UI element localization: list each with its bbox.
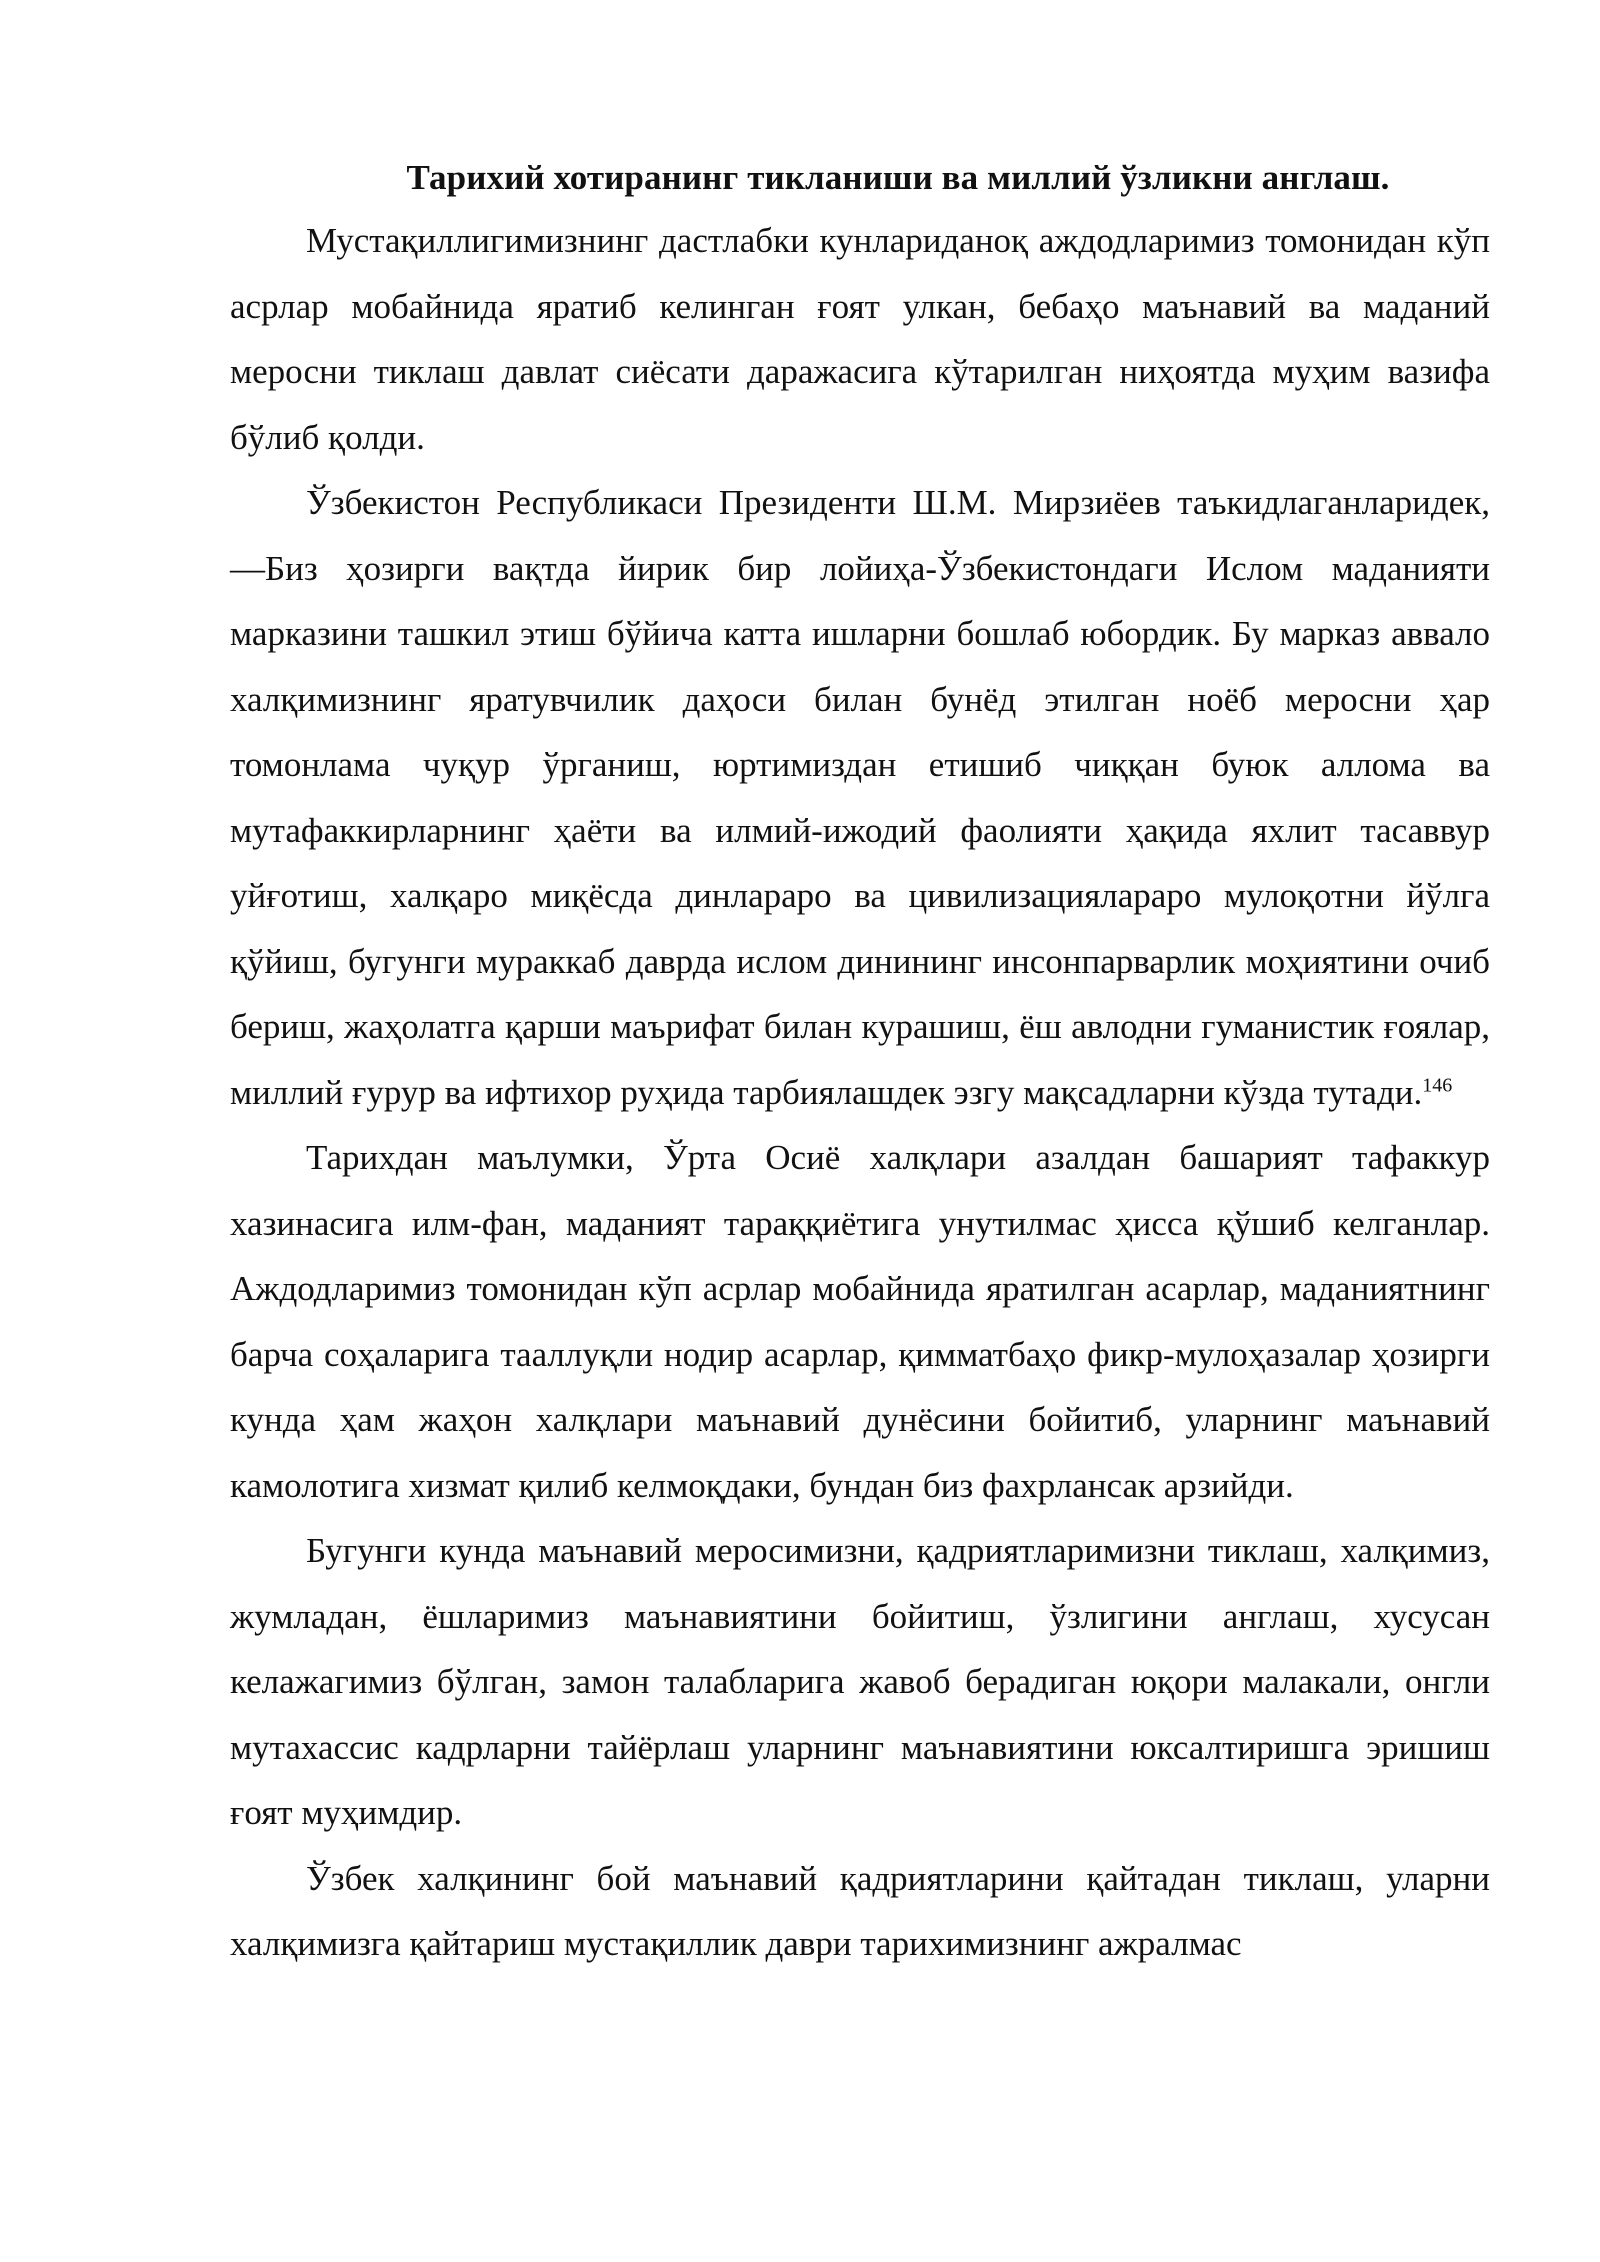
paragraph-text: Бугунги кунда маънавий меросимизни, қадриятларимизни тиклаш, халқимиз, жумладан, ёшларимиз маънавиятини бойитиш, ўзлигини англаш, хусусан келажагимиз бўлган, замон талабларига жавоб берадиган юқори малакали, онгли мутахассис кадрларни тайёрлаш уларнинг маънавиятини юксалтиришга эришиш ғоят муҳимдир. bbox=[230, 1531, 1490, 1832]
document-body bbox=[230, 148, 1490, 1977]
document-title: Тарихий хотиранинг тикланиши ва миллий ўзликни англаш. bbox=[406, 158, 1390, 197]
paragraph-text: Мустақиллигимизнинг дастлабки кунлариданоқ аждодларимиз томонидан кўп асрлар мобайнида яратиб келинган ғоят улкан, бебаҳо маънавий ва маданий меросни тиклаш давлат сиёсати даражасига кўтарилган ниҳоятда муҳим вазифа бўлиб қолди. bbox=[230, 221, 1490, 457]
paragraph bbox=[230, 470, 1490, 1125]
paragraph-text: Ўзбекистон Республикаси Президенти Ш.М. Мирзиёев таъкидлаганларидек, ―Биз ҳозирги вақтда йирик бир лойиҳа-Ўзбекистондаги Ислом маданияти марказини ташкил этиш бўйича катта ишларни бошлаб юбордик. Бу марказ аввало халқимизнинг яратувчилик даҳоси билан бунёд этилган ноёб меросни ҳар томонлама чуқур ўрганиш, юртимиздан етишиб чиққан буюк аллома ва мутафаккирларнинг ҳаёти ва илмий-ижодий фаолияти ҳақида яхлит тасаввур уйғотиш, халқаро миқёсда динлараро ва цивилизациялараро мулоқотни йўлга қўйиш, бугунги мураккаб даврда ислом динининг инсонпарварлик моҳиятини очиб бериш, жаҳолатга қарши маърифат билан курашиш, ёш авлодни гуманистик ғоялар, миллий ғурур ва ифтихор руҳида тарбиялашдек эзгу мақсадларни кўзда тутади. bbox=[230, 483, 1490, 1112]
paragraph bbox=[230, 1846, 1490, 1977]
paragraph bbox=[230, 208, 1490, 470]
paragraph-text: Ўзбек халқининг бой маънавий қадриятларини қайтадан тиклаш, уларни халқимизга қайтариш мустақиллик даври тарихимизнинг ажралмас bbox=[230, 1858, 1490, 1963]
paragraph bbox=[230, 1518, 1490, 1846]
paragraph bbox=[230, 1125, 1490, 1518]
paragraph-text: Тарихдан маълумки, Ўрта Осиё халқлари азалдан башарият тафаккур хазинасига илм-фан, маданият тараққиётига унутилмас ҳисса қўшиб келганлар. Аждодларимиз томонидан кўп асрлар мобайнида яратилган асарлар, маданиятнинг барча соҳаларига тааллуқли нодир асарлар, қимматбаҳо фикр-мулоҳазалар ҳозирги кунда ҳам жаҳон халқлари маънавий дунёсини бойитиб, уларнинг маънавий камолотига хизмат қилиб келмоқдаки, бундан биз фахрлансак арзийди. bbox=[230, 1138, 1490, 1505]
footnote-marker[interactable]: 146 bbox=[1422, 1073, 1453, 1096]
